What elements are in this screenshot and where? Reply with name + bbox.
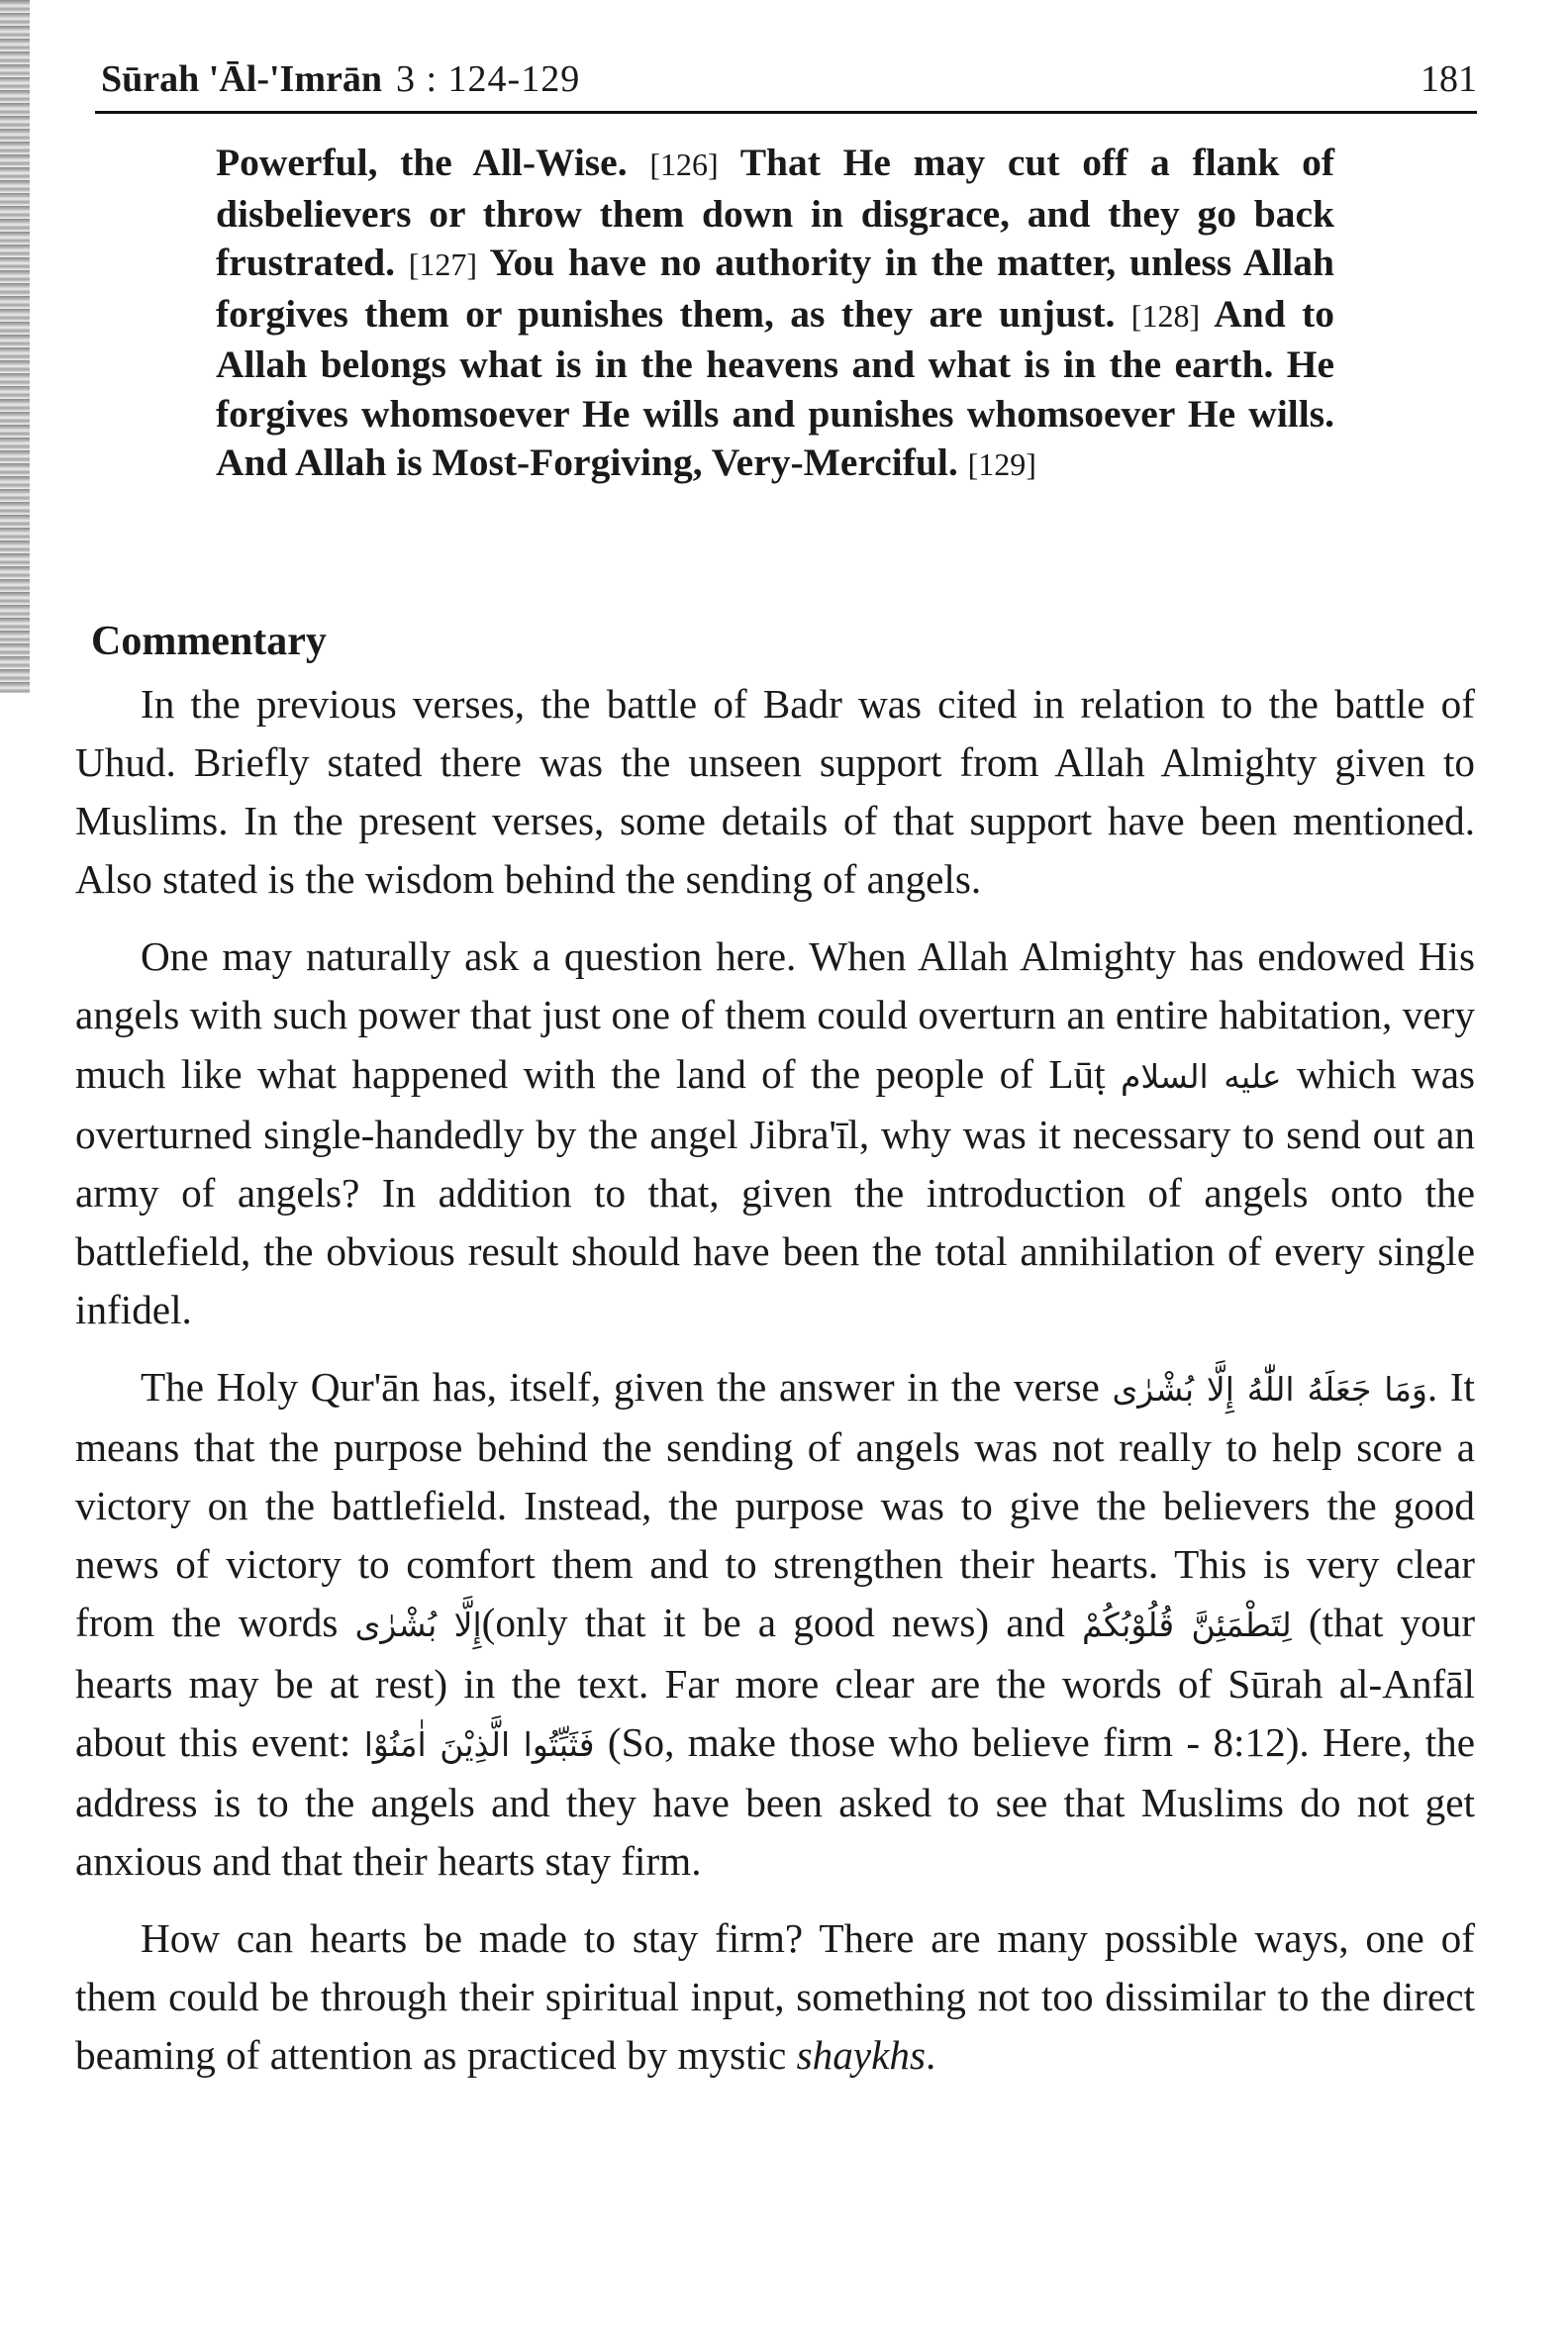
arabic-phrase: وَمَا جَعَلَهُ اللّٰهُ إِلَّا بُشْرٰى — [1112, 1370, 1427, 1410]
arabic-phrase: فَثَبِّتُوا الَّذِيْنَ اٰمَنُوْا — [363, 1724, 595, 1764]
paragraph-text: . It means that the purpose behind the sending of angels was not really to help score a victory on the battlefield. Instead, the purpose was to give the believers the good news of victory to comfort them and to strengthen their hearts. This is very clear from the words — [75, 1364, 1475, 1646]
verse-number: [127] — [408, 246, 478, 282]
paragraph — [75, 1358, 1475, 1891]
page-number: 181 — [1421, 58, 1477, 100]
commentary-body — [75, 675, 1475, 2085]
verse-text: You have no authority in the matter, unless Allah forgives them or punishes them, as they are unjust. — [216, 241, 1334, 336]
verse-citation: 8:12 — [1213, 1718, 1286, 1765]
paragraph-text: (only that it be a good news) and — [481, 1600, 1065, 1646]
italic-term: shaykhs — [796, 2032, 926, 2079]
arabic-phrase: إِلَّا بُشْرٰى — [354, 1606, 482, 1645]
paragraph — [75, 675, 1475, 909]
arabic-phrase: لِتَطْمَئِنَّ قُلُوْبُكُمْ — [1081, 1606, 1292, 1645]
paragraph-text: One may naturally ask a question here. When Allah Almighty has endowed His angels with such power that just one of them could overturn an entire habitation, very much like what happened with the land of the people of Lūṭ — [75, 933, 1475, 1097]
paragraph-text: ). Here, the address is to the angels and they have been asked to see that Muslims do not get anxious and that their hearts stay firm. — [75, 1718, 1476, 1884]
verse-text: That He may cut off a flank of disbelievers or throw them down in disgrace, and they go back frustrated. — [216, 141, 1335, 284]
verse-text: Powerful, the All-Wise. — [216, 141, 628, 184]
scan-edge-shadow — [0, 0, 30, 693]
running-head — [101, 57, 580, 101]
paragraph-text: (that your hearts may be at rest) in the text. Far more clear are the words of Sūrah al-Anfāl about this event: — [75, 1600, 1476, 1765]
verse-number: [126] — [649, 146, 719, 182]
paragraph-text: In the previous verses, the battle of Badr was cited in relation to the battle of Uhud. Briefly stated there was the unseen support from Allah Almighty given to Muslims. In the present verses, some details of that support have been mentioned. Also stated is the wisdom behind the sending of angels. — [75, 681, 1475, 903]
verse-translation — [216, 139, 1334, 490]
verse-reference: 3 : 124-129 — [395, 58, 581, 100]
page-header — [95, 51, 1477, 121]
paragraph-text: The Holy Qur'ān has, itself, given the answer in the verse — [141, 1364, 1100, 1411]
header-rule — [95, 111, 1477, 114]
paragraph-text: which was overturned single-handedly by the angel Jibra'īl, why was it necessary to send out an army of angels? In addition to that, given the introduction of angels onto the battlefield, the obvious result should have been the total annihilation of every single infidel. — [75, 1050, 1476, 1332]
paragraph — [75, 1909, 1475, 2085]
verse-number: [128] — [1130, 297, 1201, 334]
paragraph-text: . — [925, 2032, 936, 2079]
arabic-phrase: عليه السلام — [1120, 1056, 1282, 1096]
surah-name: Sūrah 'Āl-'Imrān — [101, 58, 382, 100]
verse-number: [129] — [967, 446, 1036, 482]
commentary-heading: Commentary — [91, 619, 327, 664]
paragraph — [75, 927, 1475, 1339]
paragraph-text: How can hearts be made to stay firm? There are many possible ways, one of them could be through their spiritual input, something not too dissimilar to the direct beaming of attention as practiced by mystic — [75, 1914, 1475, 2079]
paragraph-text: (So, make those who believe firm - — [607, 1718, 1201, 1765]
verse-text: And to Allah belongs what is in the heavens and what is in the earth. He forgives whomsoever He wills and punishes whomsoever He wills. And Allah is Most-Forgiving, Very-Merciful. — [216, 291, 1335, 484]
